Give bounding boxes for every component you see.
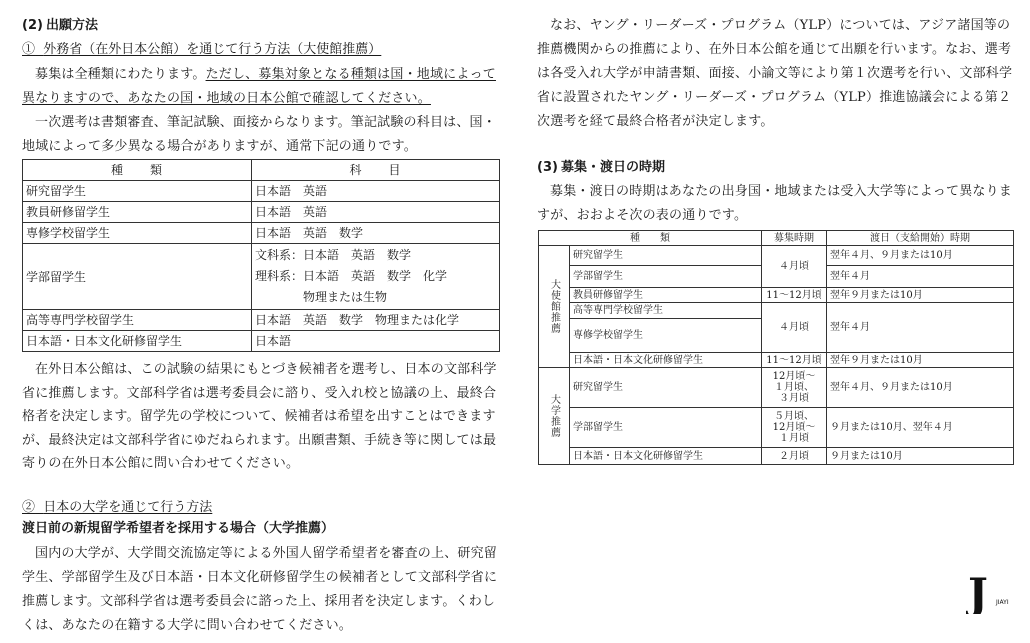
row-recruit: ４月頃 <box>762 303 827 353</box>
row-arrival: ９月または10月、翌年４月 <box>827 408 1014 448</box>
row-subjects: 日本語 英語 <box>252 181 500 202</box>
row-subjects: 日本語 英語 数学 物理または化学 <box>252 310 500 331</box>
table-row <box>23 223 500 244</box>
subsection-1-title <box>22 40 381 59</box>
row-type: 研究留学生 <box>23 181 252 202</box>
screening-paragraph: 一次選考は書類審査、筆記試験、面接からなります。筆記試験の科目は、国・地域によって多少異なる場合がありますが、通常下記の通りです。 <box>22 115 496 154</box>
logo-mark-icon <box>966 570 1026 614</box>
row-type: 学部留学生 <box>570 266 762 288</box>
table-row <box>539 303 1014 319</box>
university-paragraph: 国内の大学が、大学間交流協定等による外国人留学希望者を審査の上、研究留学生、学部留学生及び日本語・日本文化研修留学生の候補者として文部科学省に推薦します。文部科学省は選考委員会に諮った上、採用者を決定します。くわしくは、あなたの在籍する大学に問い合わせてください。 <box>22 546 498 633</box>
subsection-text: 日本の大学を通じて行う方法 <box>43 500 213 515</box>
subsection-number: ① <box>22 42 36 57</box>
row-arrival: 翌年４月、９月または10月 <box>827 368 1014 408</box>
row-recruit: ４月頃 <box>762 246 827 288</box>
jiayi-logo <box>966 570 1026 614</box>
row-subjects: 日本語 英語 数学 <box>252 223 500 244</box>
table-row <box>539 368 1014 408</box>
table-row <box>23 202 500 223</box>
row-type: 学部留学生 <box>23 244 252 310</box>
table-row <box>539 408 1014 448</box>
recruitment-note: ただし、募集対象となる種類は国・地域によって異なりますので、あなたの国・地域の日本公館で確認してください。 <box>22 67 496 106</box>
section-2-heading <box>22 18 98 34</box>
recruitment-paragraph <box>22 63 500 111</box>
row-type: 専修学校留学生 <box>570 319 762 353</box>
row-subjects <box>252 244 500 310</box>
header-recruit: 募集時期 <box>762 231 827 246</box>
row-arrival: ９月または10月 <box>827 448 1014 465</box>
table-header-row <box>23 160 500 181</box>
timing-table <box>538 230 1014 465</box>
table-row <box>23 244 500 310</box>
table-row <box>539 353 1014 368</box>
timing-paragraph: 募集・渡日の時期はあなたの出身国・地域または受入大学等によって異なりますが、おおよそ次の表の通りです。 <box>537 184 1013 223</box>
recruit-line: 12月頃～ <box>772 371 816 382</box>
row-recruit <box>762 408 827 448</box>
table-row <box>23 181 500 202</box>
subsection-text: 外務省（在外日本公館）を通じて行う方法（大使館推薦） <box>43 42 382 57</box>
table-row <box>539 448 1014 465</box>
section-3-heading <box>537 160 665 176</box>
row-arrival: 翌年４月、９月または10月 <box>827 246 1014 266</box>
recruit-line: 12月頃～ <box>772 422 816 433</box>
row-subjects: 日本語 英語 <box>252 202 500 223</box>
row-type: 専修学校留学生 <box>23 223 252 244</box>
subsection-2-title <box>22 498 212 517</box>
subjects-science: 理科系：日本語 英語 数学 化学 <box>255 269 448 283</box>
row-arrival: 翌年９月または10月 <box>827 288 1014 303</box>
university-recommendation-title: 渡日前の新規留学希望者を採用する場合（大学推薦） <box>22 521 335 536</box>
table-row <box>23 310 500 331</box>
row-arrival: 翌年４月 <box>827 266 1014 288</box>
header-type: 種 類 <box>23 160 252 181</box>
row-recruit: 11～12月頃 <box>762 288 827 303</box>
row-type: 日本語・日本文化研修留学生 <box>23 331 252 352</box>
section-number: (2) <box>22 18 43 33</box>
recruit-line: ３月頃 <box>779 393 809 404</box>
row-type: 日本語・日本文化研修留学生 <box>570 353 762 368</box>
table-row <box>539 288 1014 303</box>
row-type: 研究留学生 <box>570 368 762 408</box>
header-subjects: 科 目 <box>252 160 500 181</box>
group-embassy: 大使館推薦 <box>539 246 570 368</box>
table-row <box>539 246 1014 266</box>
section-title: 募集・渡日の時期 <box>561 160 666 175</box>
section-title: 出願方法 <box>46 18 99 33</box>
table-header-row <box>539 231 1014 246</box>
header-type: 種 類 <box>539 231 762 246</box>
selection-paragraph: 在外日本公館は、この試験の結果にもとづき候補者を選考し、日本の文部科学省に推薦します。文部科学省は選考委員会に諮り、受入れ校と協議の上、最終合格者を決定します。留学先の学校について、候補者は希望を出すことはできますが、最終決定は文部科学省にゆだねられます。出願書類、手続き等に関しては最寄りの在外日本公館に問い合わせてください。 <box>22 362 497 471</box>
header-arrival: 渡日（支給開始）時期 <box>827 231 1014 246</box>
row-type: 研究留学生 <box>570 246 762 266</box>
row-type: 教員研修留学生 <box>23 202 252 223</box>
row-recruit <box>762 368 827 408</box>
logo-letter: J <box>968 570 988 614</box>
row-recruit: ２月頃 <box>762 448 827 465</box>
recruitment-text: 募集は全種類にわたります。 <box>35 67 206 82</box>
recruit-line: １月頃、 <box>774 382 814 393</box>
row-type: 日本語・日本文化研修留学生 <box>570 448 762 465</box>
table-row <box>23 331 500 352</box>
section-number: (3) <box>537 160 558 175</box>
subjects-science-cont: 物理または生物 <box>303 290 388 304</box>
row-type: 学部留学生 <box>570 408 762 448</box>
logo-text: JIAYI <box>996 599 1009 606</box>
row-recruit: 11～12月頃 <box>762 353 827 368</box>
recruit-line: １月頃 <box>779 433 809 444</box>
subsection-number: ② <box>22 500 36 515</box>
row-type: 高等専門学校留学生 <box>23 310 252 331</box>
row-arrival: 翌年４月 <box>827 303 1014 353</box>
row-type: 教員研修留学生 <box>570 288 762 303</box>
row-subjects: 日本語 <box>252 331 500 352</box>
subjects-humanities: 文科系：日本語 英語 数学 <box>255 248 412 262</box>
row-arrival: 翌年９月または10月 <box>827 353 1014 368</box>
exam-subjects-table <box>22 159 500 352</box>
ylp-paragraph: なお、ヤング・リーダーズ・プログラム（YLP）については、アジア諸国等の推薦機関からの推薦により、在外日本公館を通じて出願を行います。なお、選考は各受入れ大学が申請書類、面接、小論文等により第１次選考を行い、文部科学省に設置されたヤング・リーダーズ・プログラム（YLP）推進協議会による第２次選考を経て最終合格者が決定します。 <box>537 18 1013 129</box>
group-university: 大学推薦 <box>539 368 570 465</box>
row-type: 高等専門学校留学生 <box>570 303 762 319</box>
recruit-line: ５月頃、 <box>774 411 814 422</box>
